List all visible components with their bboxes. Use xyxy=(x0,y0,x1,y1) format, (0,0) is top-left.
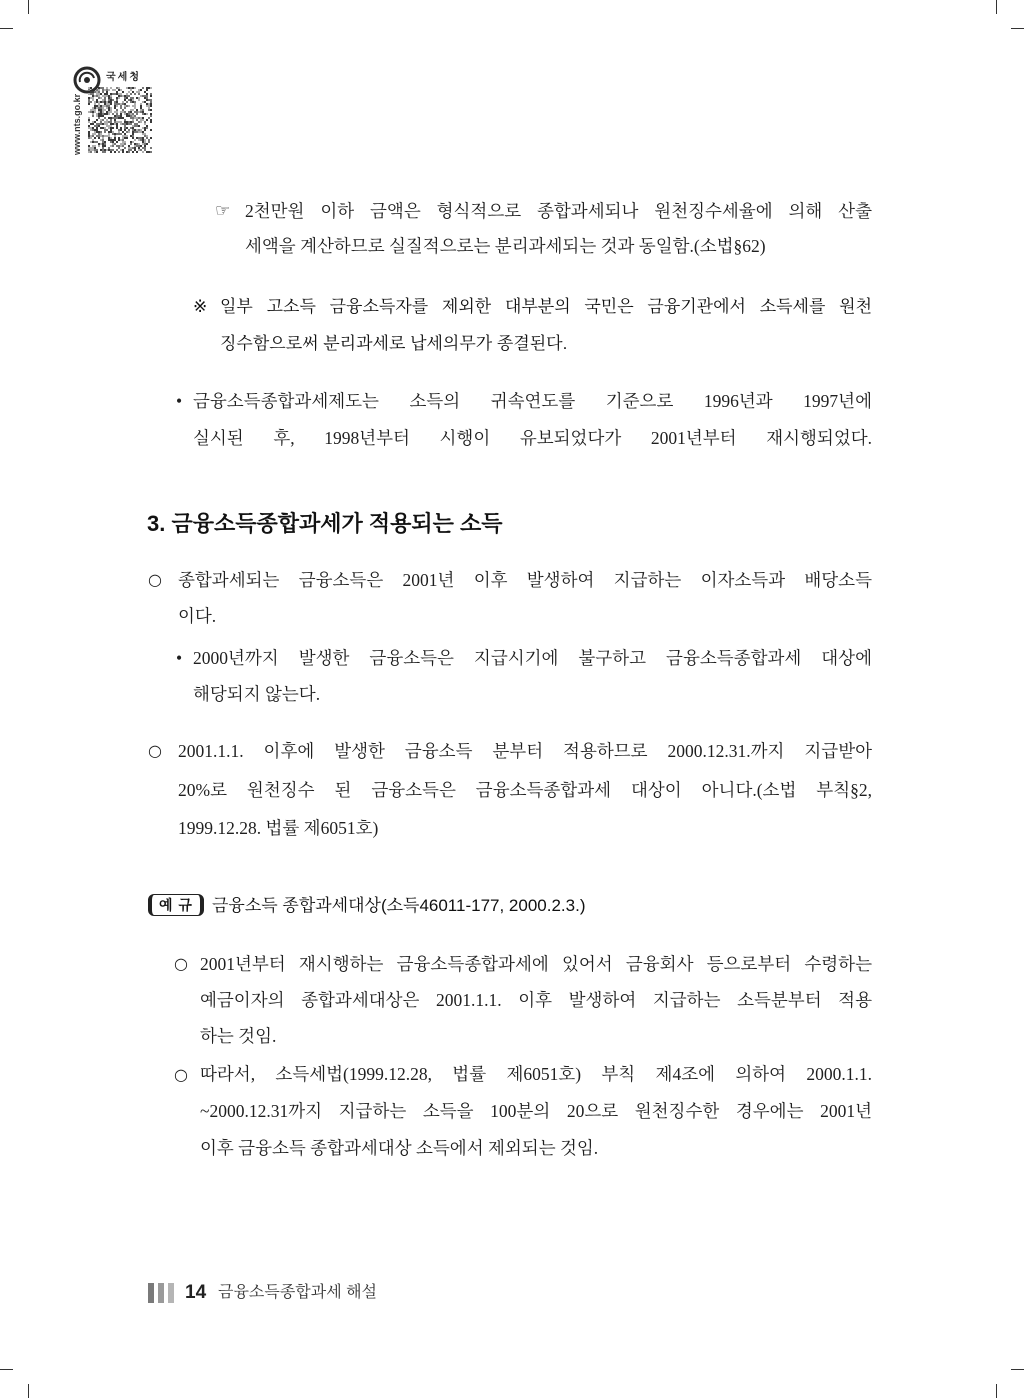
section-heading: 3. 금융소득종합과세가 적용되는 소득 xyxy=(147,511,503,536)
qr-code-image xyxy=(88,87,152,153)
ruling-item-line: 예금이자의 종합과세대상은 2001.1.1. 이후 발생하여 지급하는 소득분부터 적용 xyxy=(200,990,872,1010)
bullet-mark: • xyxy=(176,648,183,668)
item-1-sub-line: 2000년까지 발생한 금융소득은 지급시기에 불구하고 금융소득종합과세 대상에 xyxy=(193,648,872,668)
item-2-line: 20%로 원천징수 된 금융소득은 금융소득종합과세 대상이 아니다.(소법 부칙§2, xyxy=(178,779,872,800)
pointer-note-line: 2천만원 이하 금액은 형식적으로 종합과세되나 원천징수세율에 의해 산출 xyxy=(245,201,872,221)
footer-decor-bar xyxy=(168,1283,174,1303)
crop-mark-top-left-vertical xyxy=(28,0,29,14)
item-1-line: 이다. xyxy=(178,606,217,626)
pointer-note-line: 세액을 계산하므로 실질적으로는 분리과세되는 것과 동일함.(소법§62) xyxy=(245,236,766,256)
crop-mark-bottom-left-vertical xyxy=(28,1384,29,1398)
circle-mark: ○ xyxy=(148,741,162,760)
crop-mark-bottom-left-horizontal xyxy=(0,1369,13,1370)
logo-url-text: www.nts.go.kr xyxy=(72,93,82,155)
bullet-mark: • xyxy=(176,391,183,411)
circle-mark: ○ xyxy=(174,954,188,973)
crop-mark-top-left-horizontal xyxy=(0,28,13,29)
item-1-line: 종합과세되는 금융소득은 2001년 이후 발생하여 지급하는 이자소득과 배당소득 xyxy=(178,570,872,590)
ruling-badge: 예 규 xyxy=(148,894,204,916)
ruling-item-line: ~2000.12.31까지 지급하는 소득을 100분의 20으로 원천징수한 경우에는 2001년 xyxy=(200,1101,872,1121)
crop-mark-bottom-right-horizontal xyxy=(1011,1369,1024,1370)
reference-note-line: 징수함으로써 분리과세로 납세의무가 종결된다. xyxy=(220,334,568,353)
circle-mark: ○ xyxy=(148,570,162,589)
logo-org-name: 국세청 xyxy=(106,72,141,83)
footer-decor-bar xyxy=(158,1283,164,1303)
item-1-sub-line: 해당되지 않는다. xyxy=(193,684,321,704)
footer-decor-bar xyxy=(148,1283,154,1303)
item-2-line: 2001.1.1. 이후에 발생한 금융소득 분부터 적용하므로 2000.12.31.까지 지급받아 xyxy=(178,741,872,761)
history-bullet-line: 실시된 후, 1998년부터 시행이 유보되었다가 2001년부터 재시행되었다. xyxy=(193,428,872,448)
reference-note-line: 일부 고소득 금융소득자를 제외한 대부분의 국민은 금융기관에서 소득세를 원천 xyxy=(220,297,872,316)
ruling-item-line: 2001년부터 재시행하는 금융소득종합과세에 있어서 금융회사 등으로부터 수령하는 xyxy=(200,954,872,974)
book-title: 금융소득종합과세 해설 xyxy=(218,1284,378,1301)
ruling-item-line: 하는 것임. xyxy=(200,1026,277,1046)
circle-mark: ○ xyxy=(174,1065,188,1084)
reference-mark: ※ xyxy=(193,297,208,316)
ruling-title: 금융소득 종합과세대상(소득46011-177, 2000.2.3.) xyxy=(212,896,586,915)
page-number: 14 xyxy=(185,1282,207,1303)
crop-mark-top-right-horizontal xyxy=(1011,28,1024,29)
crop-mark-top-right-vertical xyxy=(996,0,997,14)
ruling-item-line: 따라서, 소득세법(1999.12.28, 법률 제6051호) 부칙 제4조에 의하여 2000.1.1. xyxy=(200,1064,872,1084)
item-2-line: 1999.12.28. 법률 제6051호) xyxy=(178,818,379,838)
crop-mark-bottom-right-vertical xyxy=(996,1384,997,1398)
pointing-hand-icon: ☞ xyxy=(215,201,231,221)
ruling-item-line: 이후 금융소득 종합과세대상 소득에서 제외되는 것임. xyxy=(200,1138,599,1158)
history-bullet-line: 금융소득종합과세제도는 소득의 귀속연도를 기준으로 1996년과 1997년에 xyxy=(193,391,872,411)
